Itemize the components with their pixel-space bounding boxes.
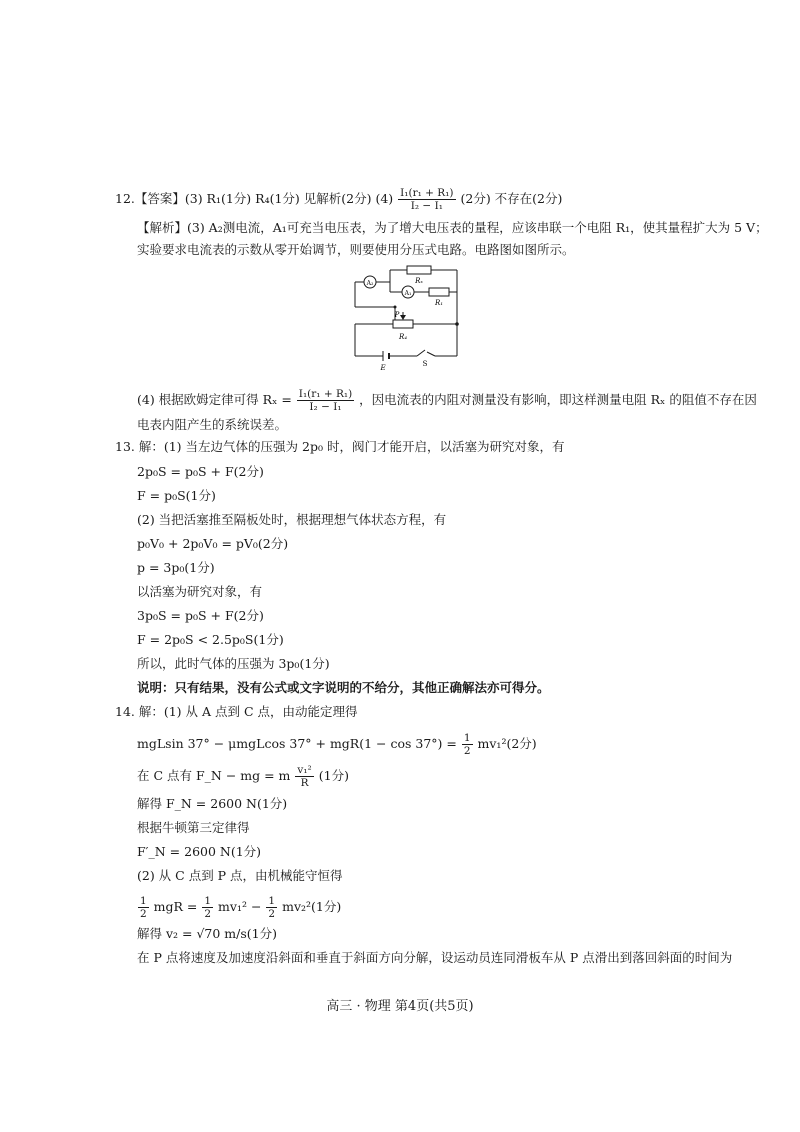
page-footer: 高三 · 物理 第4页(共5页) [326, 999, 474, 1014]
q14-eq3-fraction1 [138, 895, 149, 920]
slider-arrow-icon [400, 315, 406, 320]
fraction-denominator: I₂ − I₁ [410, 200, 443, 212]
q14-eq3-mid2: mv₁² − [218, 899, 262, 914]
fraction-numerator: 1 [463, 732, 471, 744]
q14-eq3-mid: mgR = [153, 899, 198, 914]
q14-eq3-tail: mv₂²(1分) [282, 899, 342, 914]
q14-eq2-head: 在 C 点有 F_N − mg = m [137, 768, 291, 783]
fraction-numerator: 1 [140, 895, 147, 907]
q14-line5: 根据牛顿第三定律得 [137, 820, 250, 835]
q13-line1: 13. 解：(1) 当左边气体的压强为 2p₀ 时，阀门才能开启，以活塞为研究对象，有 [115, 439, 565, 454]
label-rx: Rₓ [415, 277, 423, 285]
q14-eq1-fraction [462, 732, 473, 757]
q12-part4-head: (4) 根据欧姆定律可得 Rₓ = [137, 392, 292, 407]
resistor-r1 [429, 288, 449, 296]
fraction-denominator: R [300, 777, 309, 789]
q12-answer-line [115, 187, 562, 212]
q12-analysis-line1: 【解析】(3) A₂测电流，A₁可充当电压表，为了增大电压表的量程，应该串联一个电阻 R₁，使其量程扩大为 5 V； [137, 220, 768, 235]
q14-line7: (2) 从 C 点到 P 点，由机械能守恒得 [137, 868, 343, 883]
fraction-numerator: 1 [268, 895, 276, 907]
q12-part4-line1 [137, 388, 757, 413]
q13-line4: (2) 当把活塞推至隔板处时，根据理想气体状态方程，有 [137, 512, 447, 527]
q13-line8: 3p₀S = p₀S + F(2分) [137, 608, 264, 623]
fraction-denominator: 2 [463, 745, 471, 757]
q14-line10: 在 P 点将速度及加速度沿斜面和垂直于斜面方向分解，设运动员连同滑板车从 P 点滑出到落回斜面的时间为 [137, 950, 733, 965]
q14-eq3-fraction2 [202, 895, 213, 920]
q12-part4-fraction [297, 388, 354, 413]
q12-part4-line2: 电表内阻产生的系统误差。 [137, 417, 288, 432]
q13-line6: p = 3p₀(1分) [137, 560, 215, 575]
q12-answer-fraction [398, 187, 455, 212]
q14-eq1-head: mgLsin 37° − μmgLcos 37° + mgR(1 − cos 37°) = [137, 736, 457, 751]
q13-line7: 以活塞为研究对象，有 [137, 584, 263, 599]
rheostat-r4 [393, 320, 413, 328]
q14-eq2-fraction [295, 764, 313, 789]
q13-line3: F = p₀S(1分) [137, 488, 216, 503]
fraction-denominator: 2 [140, 908, 147, 920]
label-e: E [380, 364, 386, 372]
label-r1: R₁ [434, 299, 444, 307]
fraction-numerator: I₁(r₁ + R₁) [400, 187, 454, 199]
q13-note: 说明：只有结果，没有公式或文字说明的不给分，其他正确解法亦可得分。 [137, 680, 550, 695]
q14-line4: 解得 F_N = 2600 N(1分) [137, 796, 288, 811]
q13-line2: 2p₀S = p₀S + F(2分) [137, 464, 264, 479]
label-r4: R₄ [398, 333, 408, 341]
q12-analysis-line2: 实验要求电流表的示数从零开始调节，则要使用分压式电路。电路图如图所示。 [137, 242, 575, 257]
q14-line9: 解得 v₂ = √70 m/s(1分) [137, 926, 277, 941]
label-a2: A₂ [366, 280, 374, 287]
q14-line6: F′_N = 2600 N(1分) [137, 844, 262, 859]
fraction-denominator: 2 [268, 908, 276, 920]
q14-eq2-tail: (1分) [318, 768, 349, 783]
q14-line3 [137, 764, 349, 789]
fraction-denominator: 2 [204, 908, 212, 920]
fraction-denominator: I₂ − I₁ [309, 401, 342, 413]
q14-line2 [137, 732, 537, 757]
q14-eq3-fraction3 [266, 895, 277, 920]
fraction-numerator: 1 [204, 895, 212, 907]
q12-part4-tail: ，因电流表的内阻对测量没有影响，即这样测量电阻 Rₓ 的阻值不存在因 [359, 392, 757, 407]
resistor-rx [407, 266, 431, 274]
q13-line10: 所以，此时气体的压强为 3p₀(1分) [137, 656, 330, 671]
q14-line1: 14. 解：(1) 从 A 点到 C 点，由动能定理得 [115, 704, 358, 719]
fraction-numerator: v₁² [297, 764, 312, 776]
q13-line9: F = 2p₀S < 2.5p₀S(1分) [137, 632, 284, 647]
circuit-diagram [345, 262, 465, 382]
label-p: P [394, 311, 400, 319]
fraction-numerator: I₁(r₁ + R₁) [298, 388, 353, 400]
q14-line8 [137, 895, 341, 920]
q12-answer-text: 12.【答案】(3) R₁(1分) R₄(1分) 见解析(2分) (4) [115, 191, 394, 206]
q14-eq1-tail: mv₁²(2分) [477, 736, 537, 751]
q12-answer-tail: (2分) 不存在(2分) [460, 191, 563, 206]
label-a1: A₁ [404, 290, 412, 297]
label-s: S [422, 360, 428, 368]
q13-line5: p₀V₀ + 2p₀V₀ = pV₀(2分) [137, 536, 289, 551]
